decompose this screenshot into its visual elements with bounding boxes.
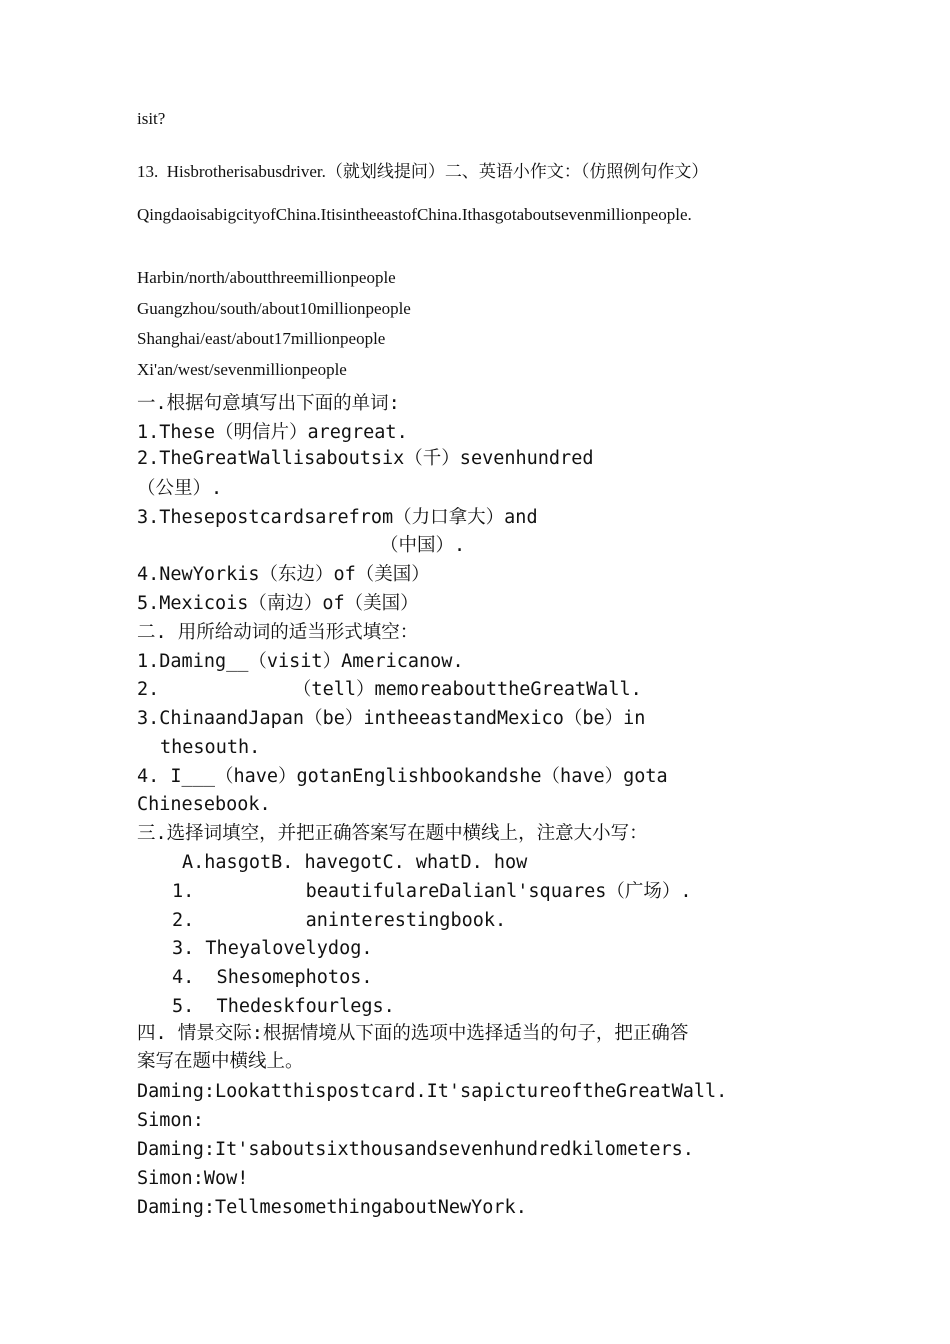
- section-1-item: （中国）.: [380, 535, 466, 556]
- section-1-item: 4.NewYorkis（东边）of（美国）: [137, 564, 430, 585]
- section-3-item: 2. aninterestingbook.: [172, 910, 507, 931]
- dialogue-line: Daming:It'saboutsixthousandsevenhundredkilometers.: [137, 1139, 694, 1160]
- section-3-item: 3. Theyalovelydog.: [172, 938, 373, 959]
- question-13: 13. Hisbrotherisabusdriver.（就划线提问）二、英语小作文：（仿照例句作文）: [137, 162, 709, 181]
- section-1-item: 3.Thesepostcardsarefrom（力口拿大）and: [137, 507, 538, 528]
- section-1-item: 1.These（明信片）aregreat.: [137, 422, 408, 443]
- dialogue-line: Simon:: [137, 1110, 204, 1131]
- section-2-item: 3.ChinaandJapan（be）intheeastandMexico（be）in: [137, 708, 646, 729]
- dialogue-line: Daming:Lookatthispostcard.It'sapictureoftheGreatWall.: [137, 1081, 728, 1102]
- section-4-heading: 案写在题中横线上。: [137, 1051, 304, 1072]
- composition-prompt: Guangzhou/south/about10millionpeople: [137, 299, 411, 318]
- section-4-heading: 四. 情景交际:根据情境从下面的选项中选择适当的句子，把正确答: [137, 1023, 689, 1044]
- section-2-item: 2. （tell）memoreabouttheGreatWall.: [137, 679, 642, 700]
- composition-prompt: Harbin/north/aboutthreemillionpeople: [137, 268, 396, 287]
- composition-prompt: Xi'an/west/sevenmillionpeople: [137, 360, 347, 379]
- section-1-item: 2.TheGreatWallisaboutsix（千）sevenhundred: [137, 448, 594, 469]
- section-3-item: 4. Shesomephotos.: [172, 967, 373, 988]
- section-2-heading: 二. 用所给动词的适当形式填空：: [137, 622, 419, 643]
- question-fragment: isit?: [137, 109, 166, 128]
- dialogue-line: Daming:TellmesomethingaboutNewYork.: [137, 1197, 527, 1218]
- section-2-item: Chinesebook.: [137, 794, 271, 815]
- section-3-options: A.hasgotB. havegotC. whatD. how: [182, 852, 528, 873]
- dialogue-line: Simon:Wow!: [137, 1168, 249, 1189]
- section-3-heading: 三.选择词填空，并把正确答案写在题中横线上，注意大小写：: [137, 823, 648, 844]
- section-2-item: 4. I___（have）gotanEnglishbookandshe（have）gota: [137, 766, 668, 787]
- section-2-item: 1.Daming__（visit）Americanow.: [137, 651, 464, 672]
- section-3-item: 1. beautifulareDalianl'squares（广场）.: [172, 881, 692, 902]
- section-2-item: thesouth.: [160, 737, 261, 758]
- section-1-item: （公里）.: [137, 478, 223, 499]
- composition-example: QingdaoisabigcityofChina.ItisintheeastofChina.Ithasgotaboutsevenmillionpeople.: [137, 205, 692, 224]
- section-3-item: 5. Thedeskfourlegs.: [172, 996, 395, 1017]
- section-1-heading: 一.根据句意填写出下面的单词:: [137, 393, 400, 414]
- section-1-item: 5.Mexicois（南边）of（美国）: [137, 593, 419, 614]
- composition-prompt: Shanghai/east/about17millionpeople: [137, 329, 386, 348]
